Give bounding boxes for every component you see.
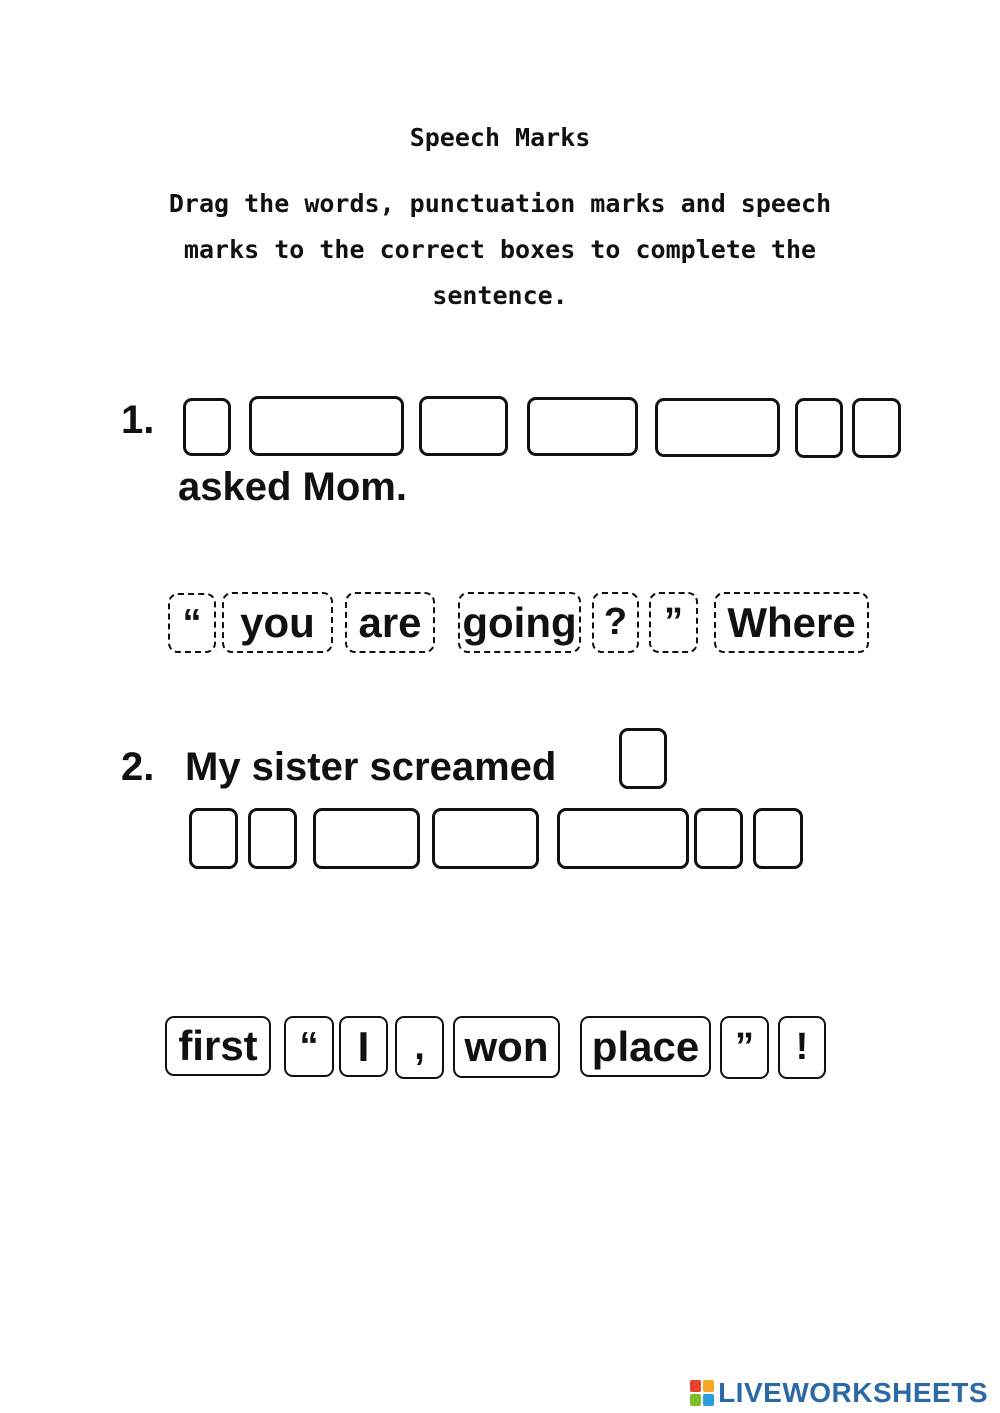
q1-drop-box-5[interactable] [655, 398, 780, 457]
q1-drop-box-7[interactable] [852, 398, 901, 458]
q2-drop-box-6[interactable] [557, 808, 689, 869]
liveworksheets-logo-icon [690, 1380, 714, 1406]
q1-tile-close-quote[interactable]: ” [649, 592, 698, 653]
q1-drop-box-2[interactable] [249, 396, 404, 456]
q2-drop-box-1[interactable] [619, 728, 667, 789]
q1-drop-box-4[interactable] [527, 397, 638, 456]
q1-drop-box-3[interactable] [419, 396, 508, 456]
instructions [140, 181, 860, 319]
q2-tile-i[interactable]: I [339, 1016, 388, 1077]
question-2-leading-text: My sister screamed [185, 745, 557, 789]
instructions-line-1: Drag the words, punctuation marks and speech [168, 189, 832, 218]
q1-tile-question-mark[interactable]: ? [592, 592, 639, 653]
instructions-line-3: sentence. [432, 281, 568, 310]
q1-tile-open-quote[interactable]: “ [168, 593, 216, 653]
q1-tile-are[interactable]: are [345, 592, 435, 653]
question-2-number: 2. [121, 745, 155, 789]
question-1-number: 1. [121, 398, 155, 442]
q2-tile-close-quote[interactable]: ” [720, 1016, 769, 1079]
q2-drop-box-7[interactable] [694, 808, 743, 869]
liveworksheets-logo [690, 1375, 988, 1411]
q2-drop-box-3[interactable] [248, 808, 297, 869]
q2-tile-place[interactable]: place [580, 1016, 711, 1077]
q2-tile-comma[interactable]: , [395, 1016, 444, 1079]
q1-tile-where[interactable]: Where [714, 592, 869, 653]
q2-drop-box-8[interactable] [753, 808, 803, 869]
liveworksheets-logo-text: LIVEWORKSHEETS [718, 1377, 988, 1408]
q2-drop-box-5[interactable] [432, 808, 539, 869]
q2-tile-exclamation[interactable]: ! [778, 1016, 826, 1079]
q2-tile-first[interactable]: first [165, 1016, 271, 1076]
question-1-trailing-text: asked Mom. [178, 465, 407, 509]
q2-drop-box-4[interactable] [313, 808, 420, 869]
page-title: Speech Marks [409, 123, 591, 152]
q1-tile-going[interactable]: going [458, 592, 581, 653]
q1-drop-box-1[interactable] [183, 398, 231, 456]
instructions-line-2: marks to the correct boxes to complete the [183, 235, 817, 264]
q2-tile-won[interactable]: won [453, 1016, 560, 1078]
q2-drop-box-2[interactable] [189, 808, 238, 869]
q1-drop-box-6[interactable] [795, 398, 843, 458]
q2-tile-open-quote[interactable]: “ [284, 1016, 334, 1077]
q1-tile-you[interactable]: you [222, 592, 333, 653]
